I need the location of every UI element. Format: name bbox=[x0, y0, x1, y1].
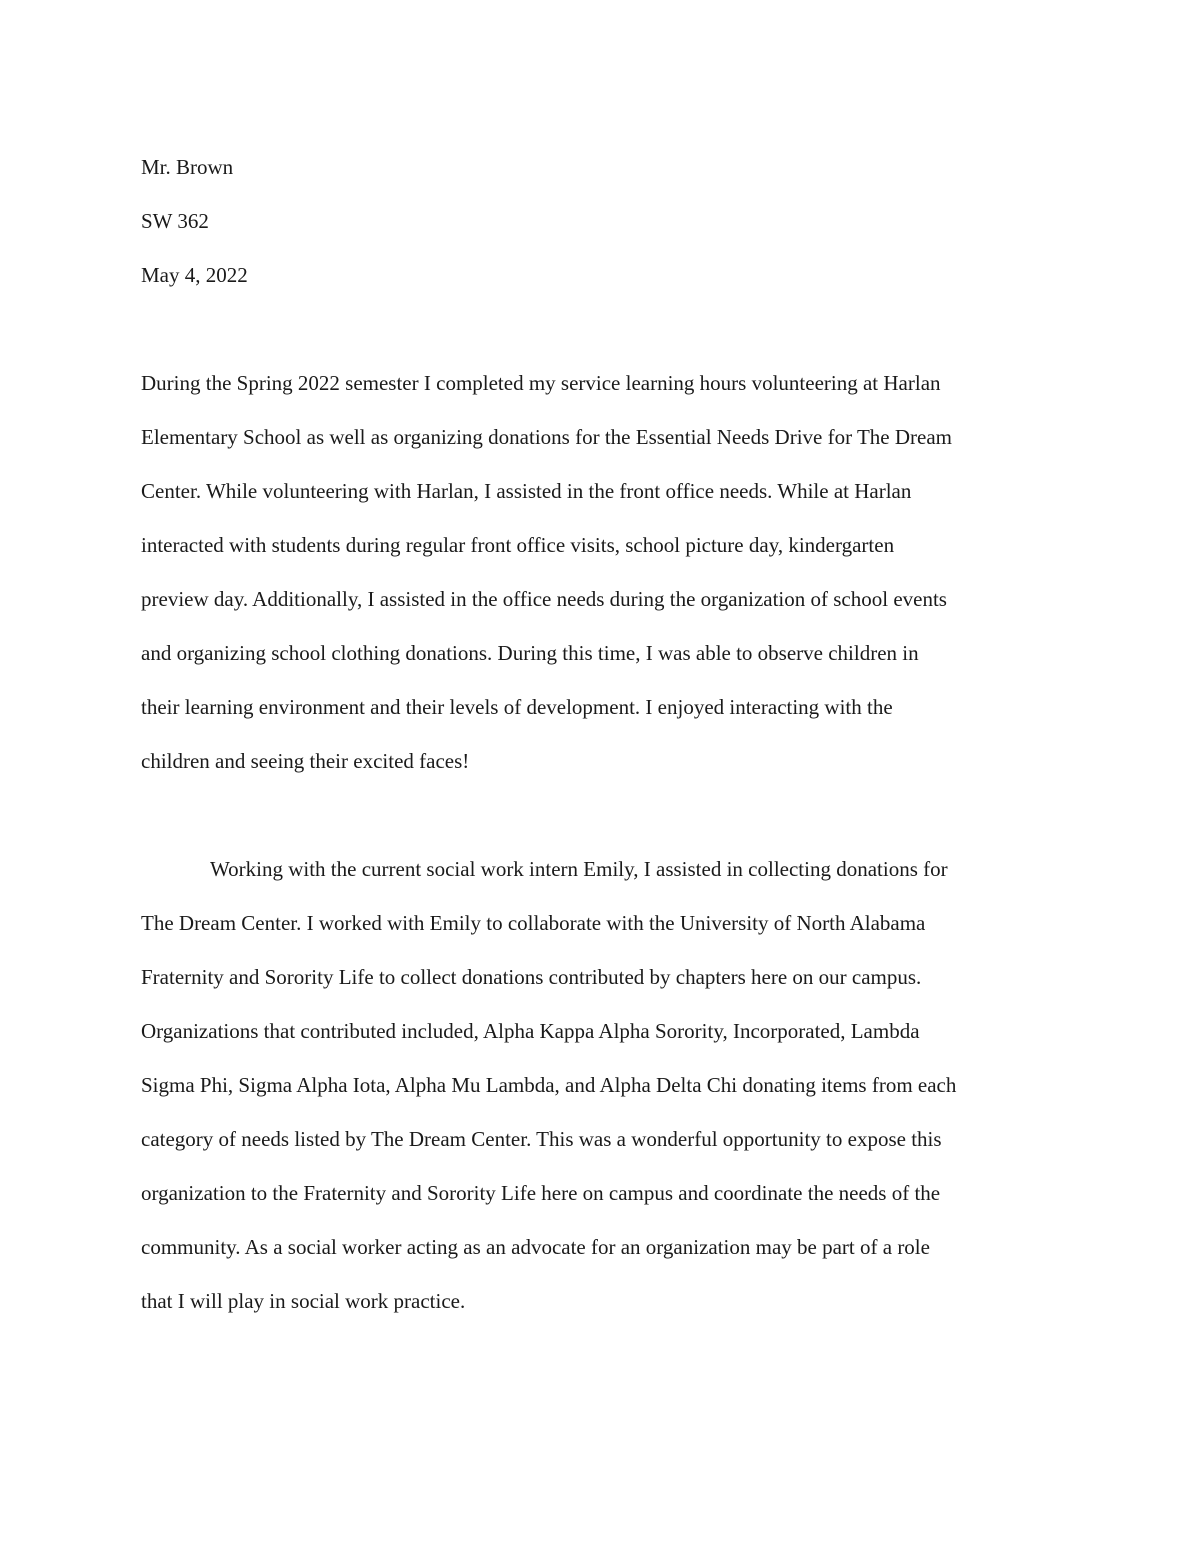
blank-line bbox=[141, 302, 1061, 356]
paragraph-line: Sigma Phi, Sigma Alpha Iota, Alpha Mu Lambda, and Alpha Delta Chi donating items from each bbox=[141, 1073, 957, 1097]
paragraph-line: Working with the current social work intern Emily, I assisted in collecting donations for bbox=[210, 857, 948, 881]
paragraph-line: Elementary School as well as organizing donations for the Essential Needs Drive for The Dream bbox=[141, 425, 952, 449]
paragraph-line: and organizing school clothing donations. During this time, I was able to observe children in bbox=[141, 641, 919, 665]
header-name: Mr. Brown bbox=[141, 155, 234, 179]
paragraph-line: community. As a social worker acting as an advocate for an organization may be part of a role bbox=[141, 1235, 930, 1259]
paragraph-line: category of needs listed by The Dream Center. This was a wonderful opportunity to expose this bbox=[141, 1127, 942, 1151]
paragraph-line: preview day. Additionally, I assisted in the office needs during the organization of school events bbox=[141, 587, 947, 611]
paragraph-line: Center. While volunteering with Harlan, I assisted in the front office needs. While at Harlan bbox=[141, 479, 912, 503]
paragraph-line: interacted with students during regular front office visits, school picture day, kindergarten bbox=[141, 533, 895, 557]
blank-line bbox=[141, 788, 1061, 842]
paragraph-line: children and seeing their excited faces! bbox=[141, 749, 470, 773]
paragraph-2 bbox=[141, 842, 1061, 1328]
document-body bbox=[141, 140, 1061, 1328]
header-date: May 4, 2022 bbox=[141, 263, 248, 287]
paragraph-line: Organizations that contributed included, Alpha Kappa Alpha Sorority, Incorporated, Lambda bbox=[141, 1019, 920, 1043]
paragraph-line: organization to the Fraternity and Sorority Life here on campus and coordinate the needs of the bbox=[141, 1181, 941, 1205]
header-course: SW 362 bbox=[141, 209, 209, 233]
paragraph-line: their learning environment and their levels of development. I enjoyed interacting with the bbox=[141, 695, 893, 719]
paragraph-line: Fraternity and Sorority Life to collect donations contributed by chapters here on our campus. bbox=[141, 965, 922, 989]
paragraph-line: The Dream Center. I worked with Emily to collaborate with the University of North Alabama bbox=[141, 911, 926, 935]
paragraph-1 bbox=[141, 356, 1061, 788]
paragraph-line: During the Spring 2022 semester I completed my service learning hours volunteering at Harlan bbox=[141, 371, 941, 395]
paragraph-line: that I will play in social work practice. bbox=[141, 1289, 466, 1313]
